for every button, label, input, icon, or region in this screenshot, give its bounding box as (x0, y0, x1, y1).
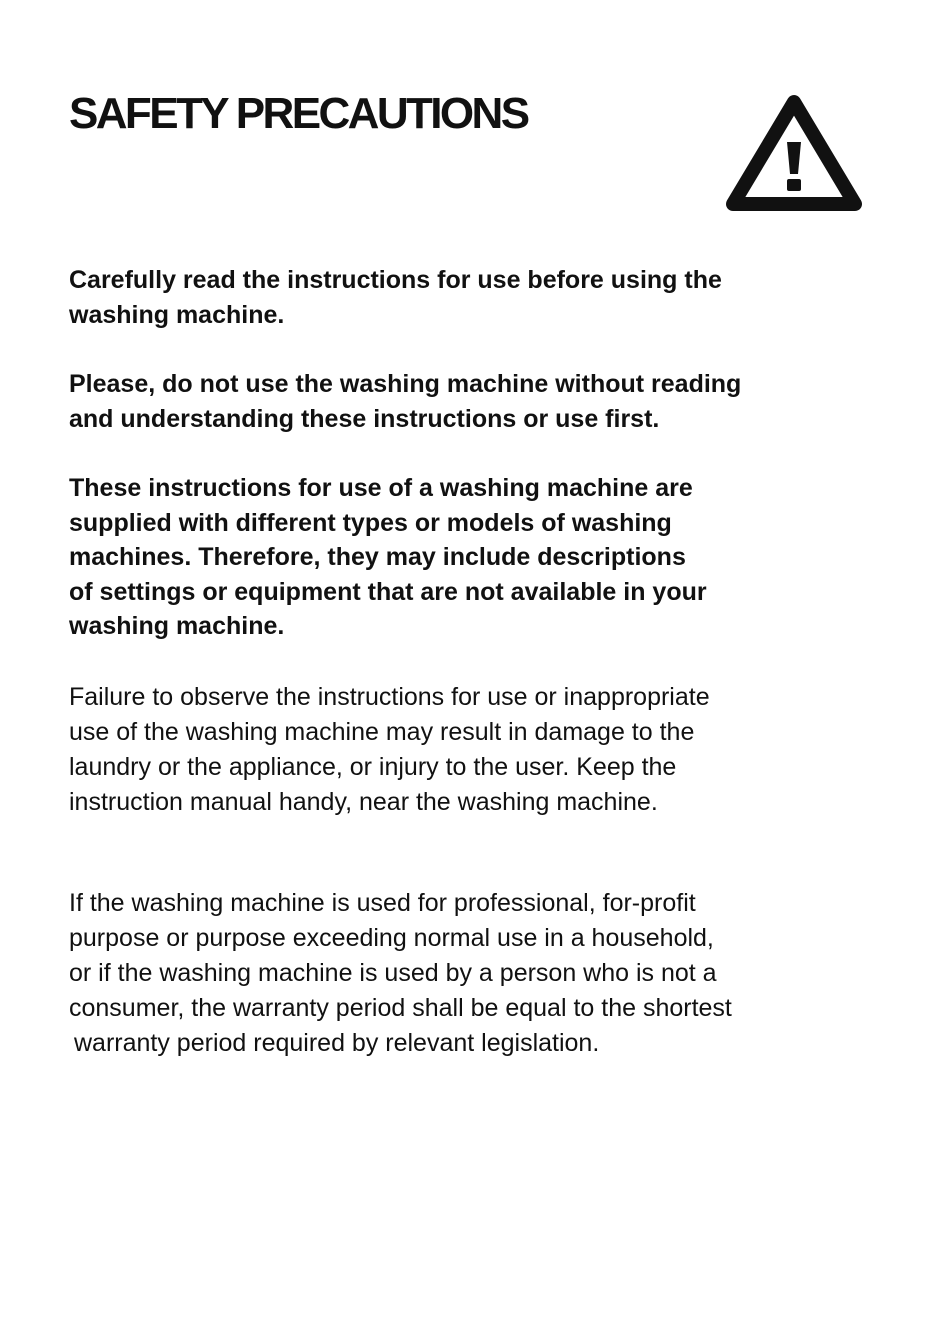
text-line: of settings or equipment that are not available in your (69, 577, 707, 606)
text-line: supplied with different types or models of washing (69, 508, 672, 537)
intro-paragraph (69, 263, 722, 332)
text-line: and understanding these instructions or use first. (69, 404, 660, 433)
text-line: warranty period required by relevant legislation. (74, 1029, 600, 1057)
text-line: washing machine. (69, 300, 285, 329)
models-notice-paragraph (69, 471, 707, 644)
text-line: If the washing machine is used for professional, for-profit (69, 889, 696, 917)
text-line: Please, do not use the washing machine without reading (69, 370, 742, 398)
text-line: instruction manual handy, near the washing machine. (69, 788, 658, 816)
warning-triangle-icon (723, 90, 865, 218)
text-line: or if the washing machine is used by a person who is not a (69, 959, 717, 987)
text-line: machines. Therefore, they may include descriptions (69, 543, 686, 572)
read-first-paragraph (69, 367, 741, 436)
text-line: Failure to observe the instructions for use or inappropriate (69, 683, 710, 711)
page-title: SAFETY PRECAUTIONS (69, 89, 528, 138)
text-line: washing machine. (69, 612, 285, 641)
text-line: purpose or purpose exceeding normal use in a household, (69, 924, 714, 952)
text-line: These instructions for use of a washing machine are (69, 474, 693, 502)
text-line: consumer, the warranty period shall be equal to the shortest (69, 994, 732, 1022)
failure-warning-paragraph (69, 680, 710, 820)
text-line: use of the washing machine may result in damage to the (69, 718, 695, 746)
text-line: Carefully read the instructions for use before using the (69, 266, 722, 294)
text-line: laundry or the appliance, or injury to the user. Keep the (69, 753, 677, 781)
warranty-paragraph (69, 886, 732, 1061)
